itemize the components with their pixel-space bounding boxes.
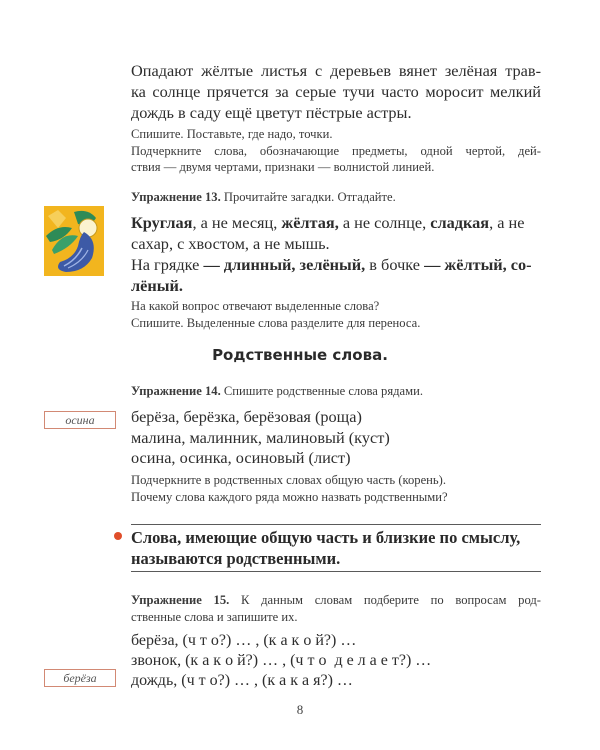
rule-top-border xyxy=(131,524,541,525)
word-row: малина, малинник, малиновый (куст) xyxy=(131,427,390,447)
exercise-number: Упражнение 14. xyxy=(131,384,221,398)
riddle-line: Круглая, а не месяц, жёлтая, а не солнце, сладкая, а не xyxy=(131,213,525,232)
question-line: На какой вопрос отвечают выделенные слова? xyxy=(131,299,380,313)
riddle-line: сахар, с хвостом, а не мышь. xyxy=(131,234,330,253)
text-line: Опадают жёлтые листья с деревьев вянет зелёная трав- xyxy=(131,61,541,80)
related-words-list xyxy=(131,407,541,469)
rule-definition xyxy=(131,527,541,569)
page-number: 8 xyxy=(296,702,304,717)
instruction-line: ствия — двумя чертами, признаки — волнистой линией. xyxy=(131,160,435,174)
instruction-line: Спишите. Поставьте, где надо, точки. xyxy=(131,127,333,141)
riddle-line: лёный. xyxy=(131,276,183,295)
exercise-text-paragraph xyxy=(131,60,541,123)
vocabulary-word-label: берёза xyxy=(44,669,116,687)
rule-line-text: называются родственными. xyxy=(131,549,341,568)
word-row: осина, осинка, осиновый (лист) xyxy=(131,448,351,467)
riddle-line: На грядке — длинный, зелёный, в бочке — жёлтый, со- xyxy=(131,255,532,274)
exercise-14-heading xyxy=(131,383,541,400)
exercise-number: Упражнение 13. xyxy=(131,190,221,204)
text-line: ка солнце прячется за серые тучи часто моросит мелкий xyxy=(131,82,541,101)
text-line: дождь в саду ещё цветут пёстрые астры. xyxy=(131,103,412,122)
riddle-text xyxy=(131,212,541,296)
riddle-questions xyxy=(131,298,541,331)
instruction-line: Подчеркните слова, обозначающие предметы, одной чертой, дей- xyxy=(131,143,541,158)
task-row: дождь, (ч т о?) … , (к а к а я?) … xyxy=(131,672,353,689)
instruction-line: Подчеркните в родственных словах общую часть (корень). xyxy=(131,473,447,487)
instructions-block xyxy=(131,472,541,505)
instructions-block xyxy=(131,126,541,176)
question-line: Спишите. Выделенные слова разделите для переноса. xyxy=(131,315,421,330)
exercise-15-tasks xyxy=(131,631,541,691)
instruction-line: Почему слова каждого ряда можно назвать родственными? xyxy=(131,489,448,504)
exercise-task: Спишите родственные слова рядами. xyxy=(220,384,423,398)
word-row: берёза, берёзка, берёзовая (роща) xyxy=(131,407,362,426)
exercise-task: Прочитайте загадки. Отгадайте. xyxy=(220,190,396,204)
rule-bottom-border xyxy=(131,571,541,572)
vocabulary-word-label: осина xyxy=(44,411,116,429)
task-row: берёза, (ч т о?) … , (к а к о й?) … xyxy=(131,632,357,649)
bullet-dot xyxy=(114,532,122,540)
exercise-number: Упражнение 15. xyxy=(131,593,230,607)
rule-line-text: Слова, имеющие общую часть и близкие по смыслу, xyxy=(131,528,521,547)
exercise-13-heading xyxy=(131,189,541,206)
exercise-task: К данным словам подберите по вопросам род- xyxy=(229,593,541,607)
cucumber-illustration xyxy=(44,206,104,276)
exercise-15-heading xyxy=(131,592,541,625)
task-row: звонок, (к а к о й?) … , (ч т о д е л а е т?) … xyxy=(131,652,432,669)
exercise-task: ственные слова и запишите их. xyxy=(131,609,298,624)
section-title: Родственные слова. xyxy=(212,346,388,364)
